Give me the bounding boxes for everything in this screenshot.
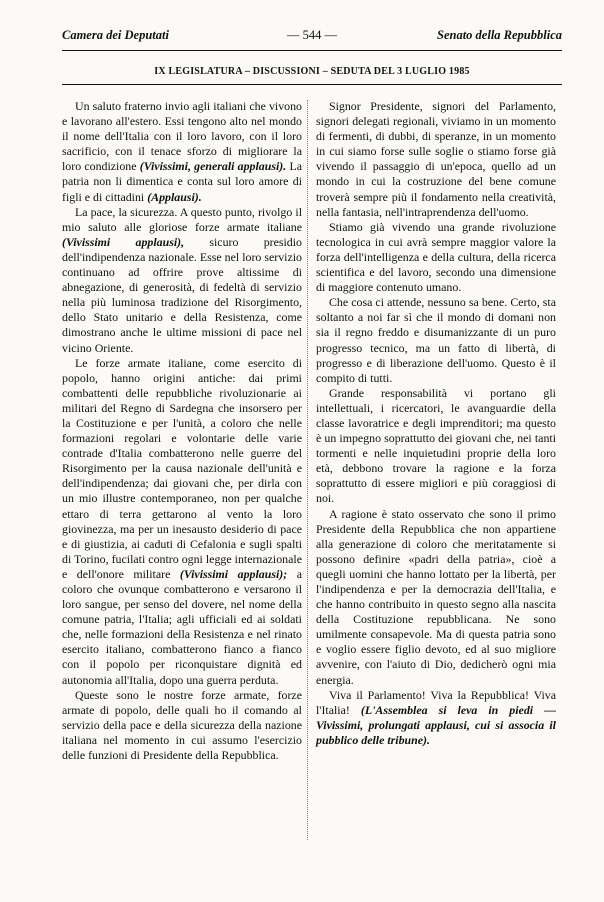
paragraph: A ragione è stato osservato che sono il primo Presidente della Repubblica che non appartiene alla generazione di coloro che meritatamente si possono definire «padri della patria», cioè a quegli uomini che hanno lottato per la libertà, per l'indipendenza e per la democrazia dell'Italia, e che hanno contribuito in questo segno alla nascita della Costituzione repubblicana. Ne sono umilmente consapevole. Ma di questa patria sono e voglio essere figlio devoto, ed al suo migliore avvenire, con l'aiuto di Dio, dedicherò ogni mia energia. xyxy=(316,506,556,687)
header-chamber: Camera dei Deputati xyxy=(62,28,169,42)
subheader-rule xyxy=(62,84,562,85)
paragraph: Che cosa ci attende, nessuno sa bene. Certo, sta soltanto a noi far sì che il mondo di domani non sia il regno freddo e disumanizzante di un puro progresso tecnico, ma un fatto di libertà, di progresso e di liberazione dell'uomo. Questo è il compito di tutti. xyxy=(316,295,556,385)
column-separator xyxy=(307,100,308,840)
header-rule xyxy=(62,50,562,51)
page-header xyxy=(62,28,562,50)
paragraph: Signor Presidente, signori del Parlamento, signori delegati regionali, viviamo in un momento di fermenti, di dubbi, di speranze, in un momento in cui siamo forse sulle soglie o stiamo forse già vivendo il passaggio di un'epoca, quello ad un mondo in cui la costruzione del bene comune troverà sempre più il fondamento nella creatività, nella fantasia, nell'intraprendenza dell'uomo. xyxy=(316,99,556,219)
header-senate: Senato della Repubblica xyxy=(437,28,562,42)
paragraph: La pace, la sicurezza. A questo punto, rivolgo il mio saluto alle gloriose forze armate italiane (Vivissimi applausi), sicuro presidio dell'indipendenza nazionale. Esse nel loro servizio continuano ad offrire prove altissime di abnegazione, di generosità, di fedeltà di servizio nella più luminosa tradizione del Risorgimento, dello Stato unitario e della Resistenza, come dimostrano anche le ultime missioni di pace nel vicino Oriente. xyxy=(62,204,303,355)
right-column xyxy=(316,99,556,748)
paragraph: Grande responsabilità vi portano gli intellettuali, i ricercatori, le avanguardie della classe lavoratrice e degli imprenditori; ma questo è un impegno soprattutto dei giovani che, nei tanti tormenti e nelle inquietudini proprie della loro età, debbono trovare la ragione e la forza soprattutto di essere migliori e più coraggiosi di noi. xyxy=(316,385,556,506)
paragraph: Queste sono le nostre forze armate, forze armate di popolo, delle quali ho il comando al servizio della pace e della sicurezza della nazione italiana nel momento in cui assumo l'esercizio delle funzioni di Presidente della Repubblica. xyxy=(62,687,302,763)
session-subheader: IX LEGISLATURA – DISCUSSIONI – SEDUTA DEL 3 LUGLIO 1985 xyxy=(154,66,470,77)
page-number: — 544 — xyxy=(287,28,337,42)
paragraph: Stiamo già vivendo una grande rivoluzione tecnologica in cui avrà sempre maggior valore la forza dell'intelligenza e della cultura, della ricerca scientifica e del lavoro, secondo una dimensione di maggiore contenuto umano. xyxy=(316,219,556,295)
paragraph: Viva il Parlamento! Viva la Repubblica! Viva l'Italia! (L'Assemblea si leva in piedi — Vivissimi, prolungati applausi, cui si associa il pubblico delle tribune). xyxy=(316,687,556,747)
paragraph: Le forze armate italiane, come esercito di popolo, hanno origini antiche: dai primi combattenti delle repubbliche rivoluzionarie ai militari del Regno di Sardegna che insorsero per la Costituzione e per l'unità, a coloro che nelle formazioni regolari e volontarie delle varie contrade d'Italia combatterono nelle guerre del Risorgimento per la causa nazionale dell'unità e dell'indipendenza; dai giovani che, per dirla con un mio illustre contemporaneo, non per qualche ettaro di terra gettarono al vento la loro giovinezza, ma per un inesausto desiderio di pace e di giustizia, ai caduti di Cefalonia e sugli spalti di Torino, fucilati contro ogni legge internazionale e dell'onore militare (Vivissimi applausi); a coloro che ovunque combatterono e versarono il loro sangue, per senso del dovere, nel nome della comune patria, l'Italia; agli ufficiali ed ai soldati che, nelle formazioni della Resistenza e nel rinato esercito italiano, combatterono fianco a fianco con il popolo per riconquistare dignità ed autonomia all'Italia, dopo una guerra perduta. xyxy=(62,355,302,687)
paragraph: Un saluto fraterno invio agli italiani che vivono e lavorano all'estero. Essi tengono alto nel mondo il nome dell'Italia con il loro lavoro, con il loro sacrificio, con il tenace sforzo di migliorare la loro condizione (Vivissimi, generali applausi). La patria non li dimentica e conta sul loro amore di figli e di cittadini (Applausi). xyxy=(62,99,302,204)
left-column xyxy=(62,99,302,763)
